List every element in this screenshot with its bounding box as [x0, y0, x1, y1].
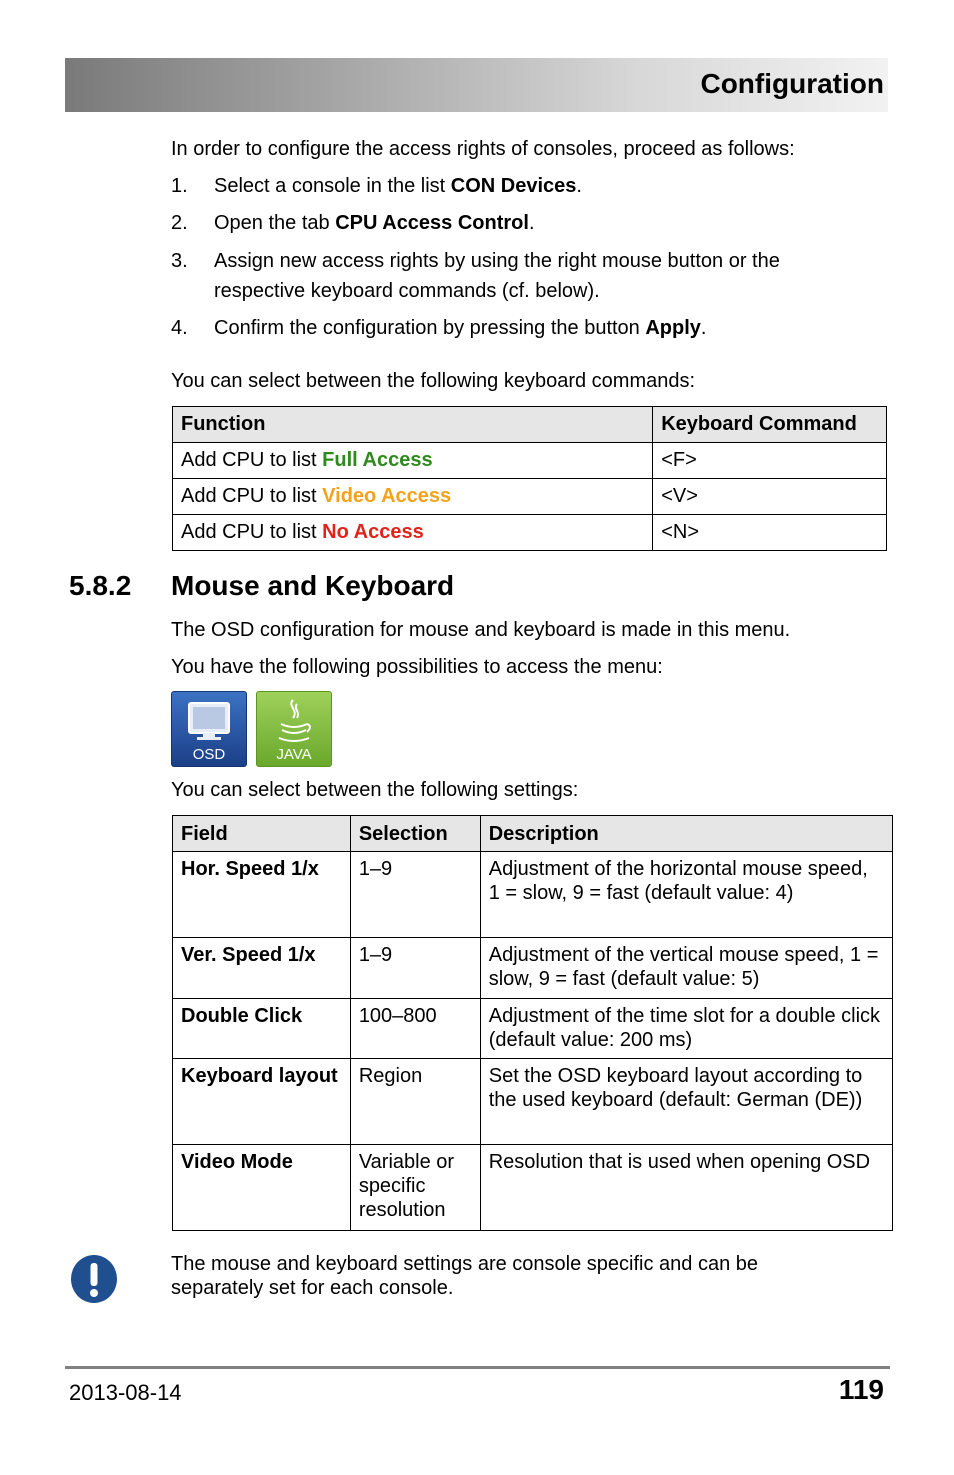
table-header: Selection: [350, 816, 480, 852]
command-cell: <N>: [653, 515, 887, 551]
command-cell: <F>: [653, 443, 887, 479]
header-bar: [65, 58, 888, 112]
note-text: The mouse and keyboard settings are console specific and can be separately set for each console.: [171, 1253, 759, 1299]
intro-text: In order to configure the access rights of consoles, proceed as follows:: [171, 138, 795, 160]
field-cell: Video Mode: [173, 1145, 351, 1231]
table-header: Description: [480, 816, 892, 852]
settings-table: [172, 815, 893, 1231]
footer-divider: [65, 1366, 890, 1369]
function-cell: Add CPU to list Full Access: [173, 443, 653, 479]
description-cell: Adjustment of the vertical mouse speed, 1 = slow, 9 = fast (default value: 5): [480, 938, 892, 999]
page-number: 119: [838, 1374, 884, 1405]
exclamation-icon: [70, 1254, 118, 1304]
step-number: 2.: [171, 212, 188, 234]
selection-cell: 1–9: [350, 852, 480, 938]
description-cell: Adjustment of the horizontal mouse speed, 1 = slow, 9 = fast (default value: 4): [480, 852, 892, 938]
description-cell: Resolution that is used when opening OSD: [480, 1145, 892, 1231]
table-row: [173, 443, 887, 479]
field-cell: Keyboard layout: [173, 1059, 351, 1145]
step-text: Confirm the configuration by pressing the button Apply.: [214, 317, 707, 339]
field-cell: Ver. Speed 1/x: [173, 938, 351, 999]
table-header: Keyboard Command: [653, 407, 887, 443]
osd-icon-label: OSD: [192, 746, 226, 763]
table-header: Function: [173, 407, 653, 443]
function-cell: Add CPU to list Video Access: [173, 479, 653, 515]
table-row: [173, 479, 887, 515]
function-cell: Add CPU to list No Access: [173, 515, 653, 551]
selection-cell: Region: [350, 1059, 480, 1145]
command-cell: <V>: [653, 479, 887, 515]
table-row: [173, 999, 893, 1059]
footer-date: 2013-08-14: [69, 1380, 182, 1405]
description-cell: Adjustment of the time slot for a double click (default value: 200 ms): [480, 999, 892, 1059]
table-row: [173, 938, 893, 999]
step-number: 4.: [171, 317, 188, 339]
java-icon-label: JAVA: [276, 746, 312, 763]
selection-cell: 100–800: [350, 999, 480, 1059]
section-title: Mouse and Keyboard: [171, 570, 455, 601]
page-title: Configuration: [700, 68, 884, 99]
osd-icon[interactable]: [171, 691, 247, 767]
section-number: 5.8.2: [69, 570, 132, 601]
keyboard-command-table: [172, 406, 887, 551]
section-paragraph: You have the following possibilities to access the menu:: [171, 656, 663, 678]
selection-cell: Variable or specific resolution: [350, 1145, 480, 1231]
description-cell: Set the OSD keyboard layout according to the used keyboard (default: German (DE)): [480, 1059, 892, 1145]
step-text: Assign new access rights by using the right mouse button or the respective keyboard commands (cf. below).: [214, 250, 780, 302]
table-row: [173, 1145, 893, 1231]
keyboard-intro: You can select between the following keyboard commands:: [171, 370, 696, 392]
table-header: Field: [173, 816, 351, 852]
field-cell: Double Click: [173, 999, 351, 1059]
step-text: Open the tab CPU Access Control.: [214, 212, 535, 234]
java-icon[interactable]: [256, 691, 332, 767]
table-row: [173, 1059, 893, 1145]
step-number: 3.: [171, 250, 188, 272]
field-cell: Hor. Speed 1/x: [173, 852, 351, 938]
settings-intro: You can select between the following settings:: [171, 779, 579, 801]
step-text: Select a console in the list CON Devices.: [214, 175, 582, 197]
section-paragraph: The OSD configuration for mouse and keyboard is made in this menu.: [171, 619, 791, 641]
selection-cell: 1–9: [350, 938, 480, 999]
table-row: [173, 852, 893, 938]
table-row: [173, 515, 887, 551]
step-number: 1.: [171, 175, 188, 197]
